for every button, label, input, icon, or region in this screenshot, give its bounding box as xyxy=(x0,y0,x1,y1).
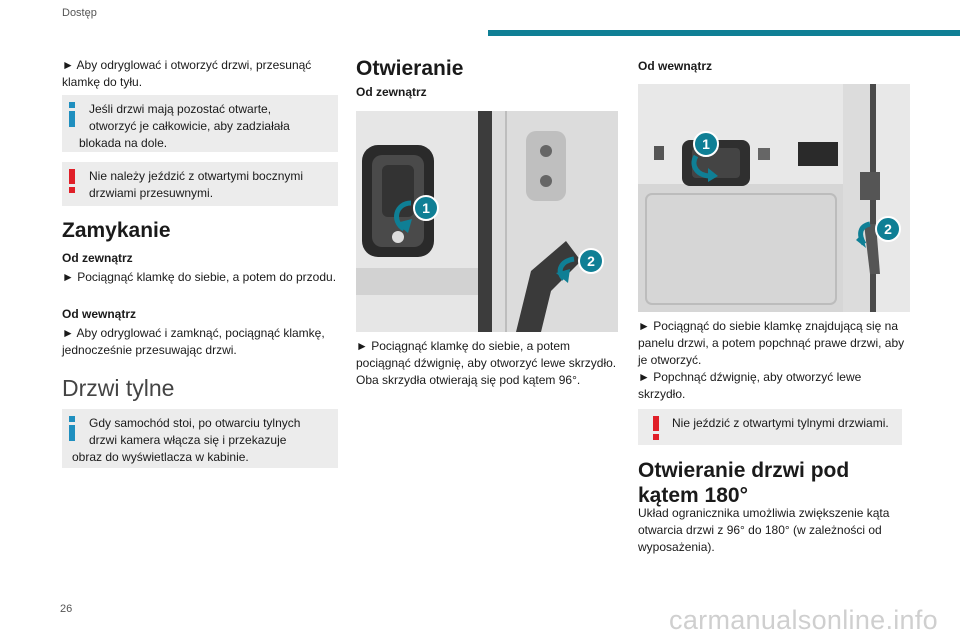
warning-note-rear-doors xyxy=(638,409,902,445)
camera-note-line3: obraz do wyświetlacza w kabinie. xyxy=(72,450,249,464)
subheading-od-zewnatrz: Od zewnątrz xyxy=(62,251,133,265)
info-icon xyxy=(66,102,78,126)
otwieranie-wew-text1: ► Pociągnąć do siebie klamkę znajdującą się na panelu drzwi, a potem popchnąć prawe drzwi, aby je otworzyć. xyxy=(638,319,905,367)
illustration-interior-handle xyxy=(638,84,910,312)
angle-text: Układ ogranicznika umożliwia zwiększenie kąta otwarcia drzwi z 96° do 180° (w zależności od wyposażenia). xyxy=(638,506,890,554)
page-number: 26 xyxy=(60,603,73,615)
subheading-od-wewnatrz: Od wewnątrz xyxy=(62,307,137,321)
warning-icon xyxy=(650,416,662,440)
interior-handle-drawing xyxy=(638,84,910,312)
info-note-open-doors xyxy=(62,95,338,152)
section-title-180: Otwieranie drzwi pod kątem 180° xyxy=(638,459,850,507)
section-title-zamykanie: Zamykanie xyxy=(62,219,171,242)
callout-badge-1: 1 xyxy=(413,195,439,221)
warning-text: Nie jeździć z otwartymi tylnymi drzwiami. xyxy=(672,416,889,430)
note-rest: otworzyć je całkowicie, aby zadziałała blokada na dole. xyxy=(79,119,290,150)
info-note-camera xyxy=(62,409,338,468)
warning-rest: drzwiami przesuwnymi. xyxy=(89,186,214,200)
warning-first-line: Nie należy jeździć z otwartymi bocznymi xyxy=(89,169,304,183)
warning-icon xyxy=(66,169,78,193)
note-first-line: Jeśli drzwi mają pozostać otwarte, xyxy=(89,102,272,116)
warning-note-sliding-doors xyxy=(62,162,338,206)
callout-badge-2: 2 xyxy=(578,248,604,274)
intro-text: ► Aby odryglować i otworzyć drzwi, przesunąć klamkę do tyłu. xyxy=(62,58,312,89)
zamykanie-wew-text: ► Aby odryglować i zamknąć, pociągnąć klamkę, jednocześnie przesuwając drzwi. xyxy=(62,326,325,357)
exterior-handle-drawing xyxy=(356,111,618,332)
info-icon xyxy=(66,416,78,440)
otwieranie-wew-text2: ► Popchnąć dźwignię, aby otworzyć lewe skrzydło. xyxy=(638,370,862,401)
otwieranie-zew-text: ► Pociągnąć klamkę do siebie, a potem pociągnąć dźwignię, aby otworzyć lewe skrzydło. Oba skrzydła otwierają się pod kątem 96°. xyxy=(356,339,617,387)
camera-note-line1: Gdy samochód stoi, po otwarciu tylnych xyxy=(89,416,301,430)
section-title-otwieranie: Otwieranie xyxy=(356,57,464,80)
running-header: Dostęp xyxy=(62,7,97,19)
zamykanie-zew-text: ► Pociągnąć klamkę do siebie, a potem do przodu. xyxy=(62,270,337,284)
camera-note-line2: drzwi kamera włącza się i przekazuje xyxy=(89,433,287,447)
subheading-od-wewnatrz: Od wewnątrz xyxy=(638,59,713,73)
subheading-od-zewnatrz: Od zewnątrz xyxy=(356,85,427,99)
section-title-drzwi-tylne: Drzwi tylne xyxy=(62,375,175,401)
callout-badge-1: 1 xyxy=(693,131,719,157)
callout-badge-2: 2 xyxy=(875,216,901,242)
illustration-exterior-handle xyxy=(356,111,618,332)
watermark: carmanualsonline.info xyxy=(669,605,938,635)
header-accent-bar xyxy=(488,30,960,36)
